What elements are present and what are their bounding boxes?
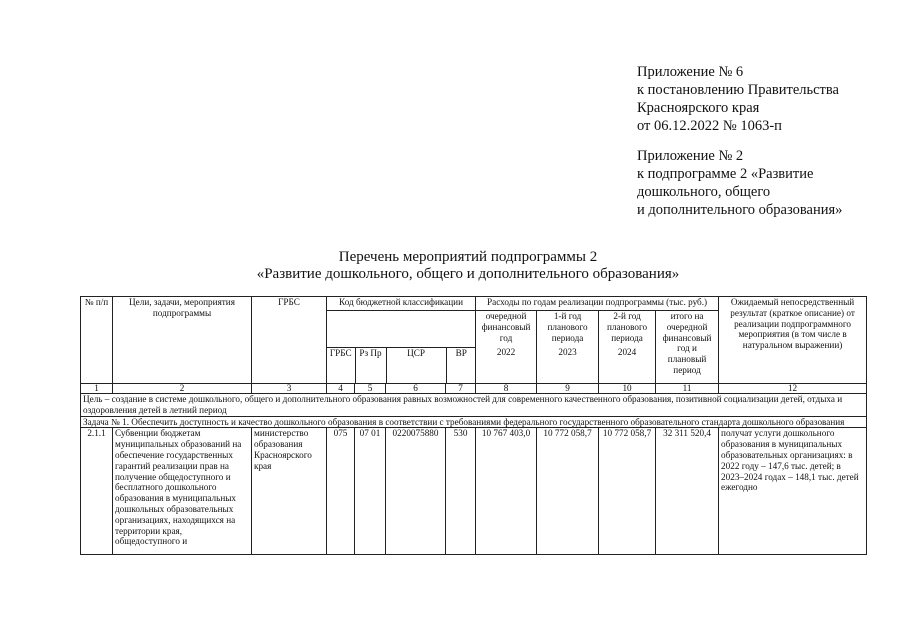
budget-code-subgrid — [327, 311, 476, 383]
column-number: 10 — [599, 384, 656, 394]
task-text: Задача № 1. Обеспечить доступность и качество дошкольного образования в соответствии с требованиями федерального государственного образовательного стандарта дошкольного образования — [81, 416, 867, 428]
header-expenses: Расходы по годам реализации подпрограммы (тыс. руб.) — [476, 297, 719, 311]
header-budget-code: Код бюджетной классификации — [327, 297, 476, 311]
row-total: 32 311 520,4 — [656, 428, 719, 555]
task-row — [81, 416, 867, 428]
column-number: 6 — [386, 384, 446, 394]
appendix-6-block — [637, 63, 839, 135]
appendix-2-block — [637, 147, 842, 219]
column-number: 4 — [327, 384, 355, 394]
subheader-year1-label: очередной финансовый год — [476, 311, 537, 348]
document-subtitle: «Развитие дошкольного, общего и дополнительного образования» — [256, 266, 680, 282]
column-number: 7 — [446, 384, 476, 394]
subheader-year2-label: 1-й год планового периода — [537, 311, 599, 348]
appendix-2-line: и дополнительного образования» — [637, 202, 843, 218]
goal-row — [81, 394, 867, 417]
subheader-grbs: ГРБС — [327, 347, 355, 383]
row-y2022: 10 767 403,0 — [476, 428, 537, 555]
row-rzpr: 07 01 — [355, 428, 386, 555]
appendix-2-line: дошкольного, общего — [637, 184, 771, 200]
row-grbs: 075 — [327, 428, 355, 555]
budget-code-spacer — [327, 311, 476, 384]
column-number: 1 — [81, 384, 113, 394]
row-result: получат услуги дошкольного образования в муниципальных образовательных организациях: в 2022 году – 147,6 тыс. детей; в 2023–2024 годах – 148,1 тыс. детей ежегодно — [719, 428, 867, 555]
appendix-6-line: от 06.12.2022 № 1063-п — [637, 118, 782, 134]
activities-table — [80, 296, 867, 555]
budget-code-blank — [327, 311, 476, 347]
document-title: Перечень мероприятий подпрограммы 2 — [338, 249, 598, 265]
row-activity: Субвенции бюджетам муниципальных образований на обеспечение государственных гарантий реализации прав на получение общедоступного и бесплатного дошкольного образования в муниципальных дошкольных образовательных организациях, находящихся на территории края, общедоступного и — [113, 428, 252, 555]
row-y2024: 10 772 058,7 — [599, 428, 656, 555]
header-goals: Цели, задачи, мероприятия подпрограммы — [113, 297, 252, 384]
table-row — [81, 428, 867, 555]
subheader-year2: 2023 — [537, 347, 599, 384]
subheader-year3: 2024 — [599, 347, 656, 384]
appendix-6-line: к постановлению Правительства — [637, 82, 839, 98]
header-result: Ожидаемый непосредственный результат (краткое описание) от реализации подпрограммного мероприятия (в том числе в натуральном выражении) — [719, 297, 867, 384]
subheader-year3-label: 2-й год планового периода — [599, 311, 656, 348]
goal-text: Цель – создание в системе дошкольного, общего и дополнительного образования равных возможностей для современного качественного образования, позитивной социализации детей, отдыха и оздоровления детей в летний период — [81, 394, 867, 417]
row-num: 2.1.1 — [81, 428, 113, 555]
column-number: 8 — [476, 384, 537, 394]
column-number: 9 — [537, 384, 599, 394]
header-grbs: ГРБС — [252, 297, 327, 384]
column-number: 3 — [252, 384, 327, 394]
row-csr: 0220075880 — [386, 428, 446, 555]
column-number: 11 — [656, 384, 719, 394]
header-num: № п/п — [81, 297, 113, 384]
row-grbs-name: министерство образования Красноярского края — [252, 428, 327, 555]
subheader-csr: ЦСР — [386, 347, 446, 383]
appendix-6-line: Приложение № 6 — [637, 64, 744, 80]
column-number: 12 — [719, 384, 867, 394]
appendix-2-line: к подпрограмме 2 «Развитие — [637, 166, 814, 182]
column-number: 2 — [113, 384, 252, 394]
column-numbers-row — [81, 384, 867, 394]
column-number: 5 — [355, 384, 386, 394]
subheader-rzpr: Рз Пр — [355, 347, 386, 383]
appendix-2-line: Приложение № 2 — [637, 148, 744, 164]
subheader-total: итого на очередной финансовый год и плановый период — [656, 311, 719, 384]
subheader-year1: 2022 — [476, 347, 537, 384]
appendix-6-line: Красноярского края — [637, 100, 760, 116]
row-vr: 530 — [446, 428, 476, 555]
subheader-vr: ВР — [446, 347, 476, 383]
row-y2023: 10 772 058,7 — [537, 428, 599, 555]
